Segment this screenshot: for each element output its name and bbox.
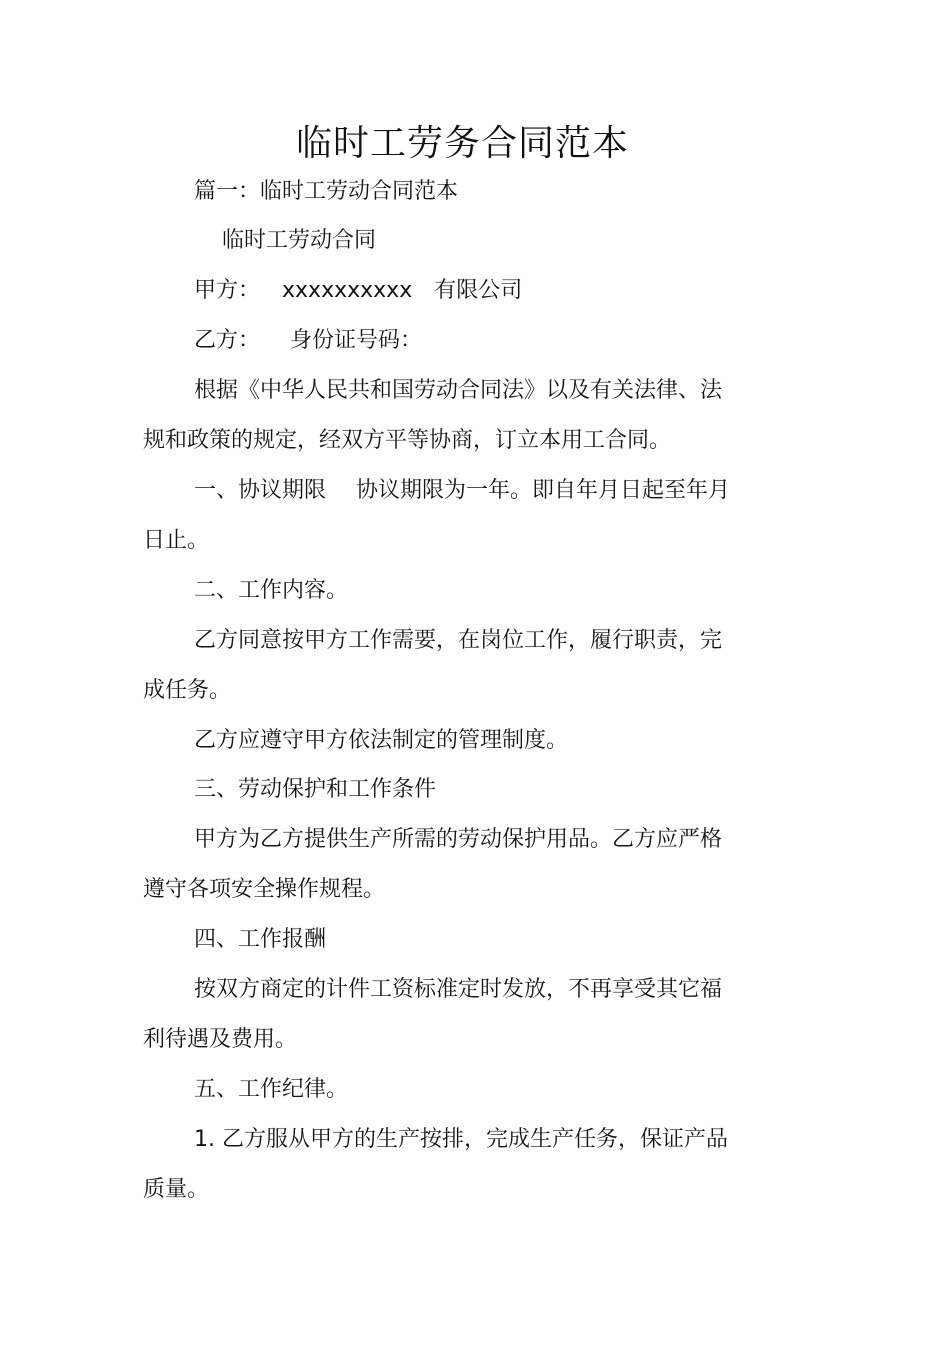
paragraph-line: 日止。	[143, 528, 210, 553]
term-line	[194, 476, 730, 506]
section-heading: 二、工作内容。	[194, 578, 349, 603]
paragraph-line: 乙方同意按甲方工作需要，在岗位工作，履行职责，完	[194, 628, 723, 653]
paragraph-line: 按双方商定的计件工资标准定时发放，不再享受其它福	[194, 977, 723, 1002]
paragraph-line: 质量。	[143, 1177, 210, 1202]
paragraph-line: 1. 乙方服从甲方的生产按排，完成生产任务，保证产品	[194, 1127, 728, 1152]
paragraph-line: 乙方应遵守甲方依法制定的管理制度。	[194, 728, 569, 753]
party-a-label: 甲方：	[194, 278, 261, 303]
paragraph-line: 遵守各项安全操作规程。	[143, 877, 386, 902]
section-heading: 五、工作纪律。	[194, 1077, 349, 1102]
section-heading: 三、劳动保护和工作条件	[194, 777, 437, 802]
document-title: 临时工劳务合同范本	[295, 123, 629, 164]
paragraph-line: 规和政策的规定，经双方平等协商，订立本用工合同。	[143, 428, 672, 453]
party-b-label: 乙方：	[194, 328, 261, 353]
id-number-label: 身份证号码：	[290, 328, 423, 353]
section-heading: 四、工作报酬	[194, 927, 327, 952]
term-text: 协议期限为一年。即自年月日起至年月	[356, 478, 731, 503]
party-a-placeholder: xxxxxxxxxx	[282, 278, 413, 303]
party-a-company: 有限公司	[434, 278, 523, 303]
contract-name: 临时工劳动合同	[222, 228, 377, 253]
paragraph-line: 利待遇及费用。	[143, 1027, 298, 1052]
section-heading: 篇一：临时工劳动合同范本	[194, 179, 459, 204]
party-a-line	[194, 276, 522, 306]
paragraph-line: 甲方为乙方提供生产所需的劳动保护用品。乙方应严格	[194, 827, 723, 852]
term-heading: 一、协议期限	[194, 478, 327, 503]
paragraph-line: 根据《中华人民共和国劳动合同法》以及有关法律、法	[194, 378, 723, 403]
party-b-line	[194, 326, 422, 356]
paragraph-line: 成任务。	[143, 678, 232, 703]
